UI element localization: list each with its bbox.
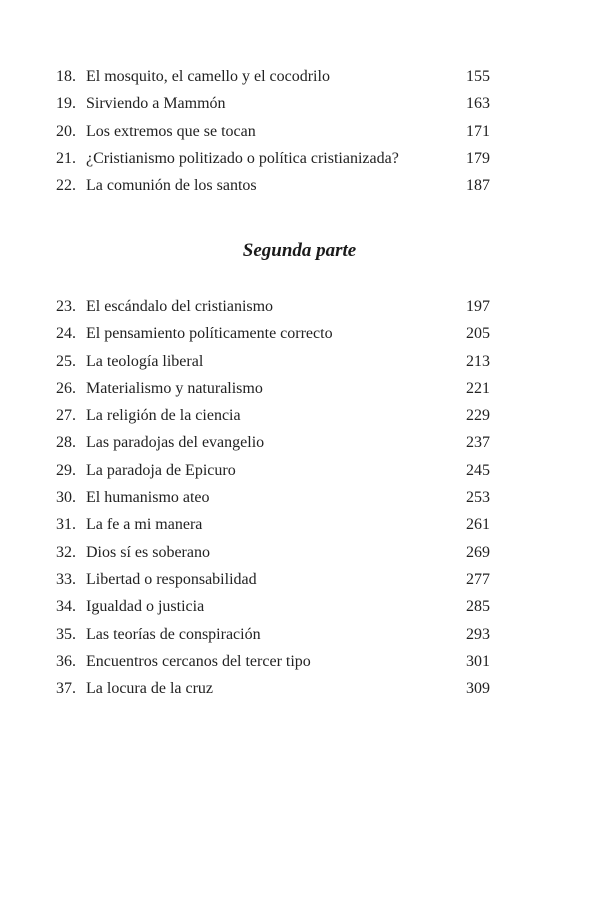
toc-entry-page: 269: [466, 543, 490, 561]
toc-entry: [0, 121, 599, 148]
toc-entry-page: 285: [466, 598, 490, 616]
toc-entry-page: 277: [466, 570, 490, 588]
toc-entry-number: 32.: [56, 543, 76, 561]
toc-entry-page: 229: [466, 407, 490, 425]
toc-entry-number: 18.: [56, 68, 76, 85]
toc-entry-page: 163: [466, 95, 490, 113]
toc-entry: [0, 514, 599, 541]
toc-entry-title: Igualdad o justicia: [86, 598, 205, 616]
toc-entry-title: La religión de la ciencia: [86, 407, 241, 425]
toc-entry-page: 221: [466, 379, 490, 397]
toc-entry-number: 24.: [56, 325, 76, 343]
toc-entry-page: 293: [466, 625, 490, 643]
toc-entry-page: 245: [466, 461, 490, 479]
toc-entry-title: El escándalo del cristianismo: [86, 298, 274, 315]
toc-entry-page: 197: [466, 298, 490, 315]
toc-entry-title: La comunión de los santos: [86, 177, 257, 195]
toc-entry-number: 37.: [56, 680, 76, 698]
toc-entry-number: 36.: [56, 652, 76, 670]
toc-entry-number: 19.: [56, 95, 76, 113]
toc-entry-number: 28.: [56, 434, 76, 452]
toc-entry-number: 22.: [56, 177, 76, 195]
toc-entry-number: 23.: [56, 298, 76, 315]
toc-entry-title: El mosquito, el camello y el cocodrilo: [86, 68, 330, 85]
toc-part-one-list: [0, 66, 599, 202]
toc-entry-number: 20.: [56, 122, 76, 140]
toc-entry-title: La locura de la cruz: [86, 680, 214, 698]
toc-entry-page: 179: [466, 149, 490, 167]
toc-entry: [0, 148, 599, 175]
toc-entry-title: El humanismo ateo: [86, 489, 210, 507]
toc-entry: [0, 487, 599, 514]
toc-entry-page: 187: [466, 177, 490, 195]
toc-entry-page: 171: [466, 122, 490, 140]
toc-entry-page: 213: [466, 352, 490, 370]
toc-entry-title: La fe a mi manera: [86, 516, 203, 534]
toc-entry-title: La teología liberal: [86, 352, 204, 370]
toc-entry-title: Las paradojas del evangelio: [86, 434, 265, 452]
toc-entry: [0, 93, 599, 120]
toc-entry-number: 25.: [56, 352, 76, 370]
toc-entry-title: La paradoja de Epicuro: [86, 461, 236, 479]
toc-entry: [0, 405, 599, 432]
toc-entry-number: 31.: [56, 516, 76, 534]
toc-entry: [0, 569, 599, 596]
toc-entry-number: 33.: [56, 570, 76, 588]
toc-entry-title: Las teorías de conspiración: [86, 625, 261, 643]
toc-entry: [0, 432, 599, 459]
toc-entry: [0, 175, 599, 202]
toc-entry: [0, 351, 599, 378]
part-two-heading: Segunda parte: [242, 240, 357, 261]
toc-entry-title: Los extremos que se tocan: [86, 122, 256, 140]
toc-entry: [0, 624, 599, 651]
toc-entry-number: 29.: [56, 461, 76, 479]
toc-entry-number: 26.: [56, 379, 76, 397]
toc-entry-title: Libertad o responsabilidad: [86, 570, 257, 588]
toc-entry-title: Sirviendo a Mammón: [86, 95, 226, 113]
toc-entry: [0, 542, 599, 569]
toc-part-two-list: [0, 296, 599, 705]
toc-entry: [0, 596, 599, 623]
toc-entry: [0, 378, 599, 405]
toc-entry-number: 30.: [56, 489, 76, 507]
toc-entry: [0, 460, 599, 487]
toc-entry-number: 34.: [56, 598, 76, 616]
toc-entry-title: El pensamiento políticamente correcto: [86, 325, 333, 343]
toc-entry-number: 21.: [56, 149, 76, 167]
toc-entry-page: 261: [466, 516, 490, 534]
toc-entry: [0, 651, 599, 678]
toc-entry: [0, 678, 599, 705]
toc-entry-title: ¿Cristianismo politizado o política cristianizada?: [86, 149, 399, 167]
toc-entry-title: Dios sí es soberano: [86, 543, 210, 561]
toc-entry: [0, 296, 599, 323]
toc-entry-page: 237: [466, 434, 490, 452]
toc-entry-page: 253: [466, 489, 490, 507]
toc-entry-number: 27.: [56, 407, 76, 425]
toc-entry-page: 301: [466, 652, 490, 670]
toc-entry-number: 35.: [56, 625, 76, 643]
toc-entry-page: 309: [466, 680, 490, 698]
toc-entry-page: 155: [466, 68, 490, 85]
toc-entry-title: Encuentros cercanos del tercer tipo: [86, 652, 311, 670]
toc-entry-title: Materialismo y naturalismo: [86, 379, 263, 397]
toc-entry: [0, 323, 599, 350]
toc-entry-page: 205: [466, 325, 490, 343]
toc-entry: [0, 66, 599, 93]
